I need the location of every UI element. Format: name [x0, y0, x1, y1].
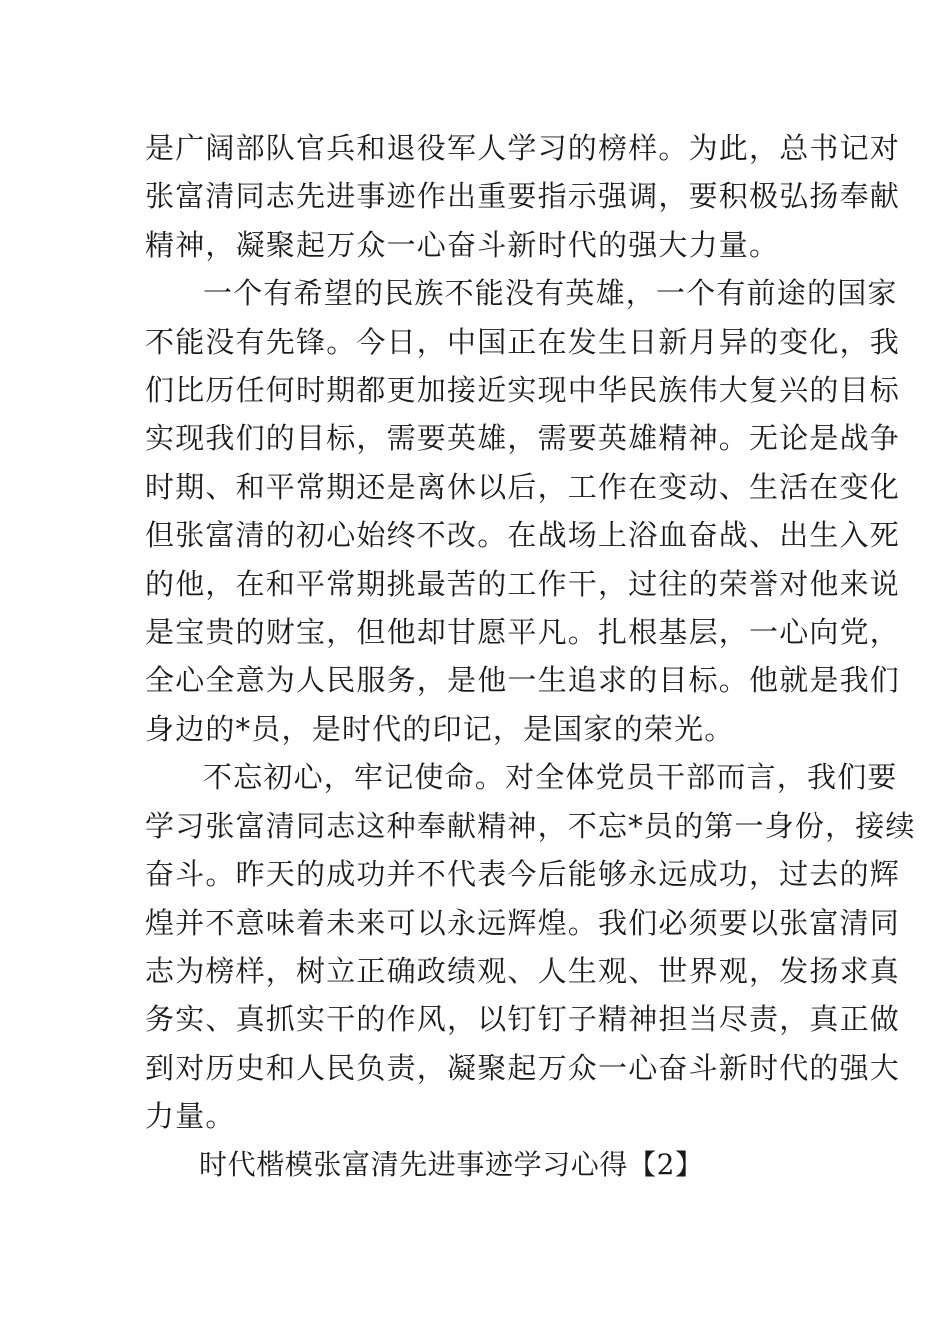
document-body	[145, 124, 916, 1141]
text-line: 一个有希望的民族不能没有英雄，一个有前途的国家	[203, 276, 898, 311]
text-line: 力量。	[145, 1099, 236, 1134]
text-line: 奋斗。昨天的成功并不代表今后能够永远成功，过去的辉	[145, 857, 901, 892]
text-line: 煌并不意味着未来可以永远辉煌。我们必须要以张富清同	[145, 905, 901, 940]
paragraph	[145, 269, 901, 753]
text-line: 但张富清的初心始终不改。在战场上浴血奋战、出生入死	[145, 518, 901, 553]
text-line: 时期、和平常期还是离休以后，工作在变动、生活在变化	[145, 469, 901, 504]
document-page	[145, 124, 916, 1189]
text-line: 们比历任何时期都更加接近实现中华民族伟大复兴的目标	[145, 373, 901, 408]
paragraph	[145, 753, 916, 1140]
text-line: 精神，凝聚起万众一心奋斗新时代的强大力量。	[145, 227, 780, 262]
text-line: 学习张富清同志这种奉献精神，不忘*员的第一身份，接续	[145, 808, 916, 843]
text-line: 志为榜样，树立正确政绩观、人生观、世界观，发扬求真	[145, 953, 901, 988]
text-line: 张富清同志先进事迹作出重要指示强调，要积极弘扬奉献	[145, 179, 901, 214]
text-line: 务实、真抓实干的作风，以钉钉子精神担当尽责，真正做	[145, 1002, 901, 1037]
section-heading: 时代楷模张富清先进事迹学习心得【2】	[199, 1147, 704, 1181]
text-line: 是宝贵的财宝，但他却甘愿平凡。扎根基层，一心向党，	[145, 615, 901, 650]
paragraph	[145, 124, 901, 269]
text-line: 不忘初心，牢记使命。对全体党员干部而言，我们要	[203, 760, 898, 795]
text-line: 不能没有先锋。今日，中国正在发生日新月异的变化，我	[145, 324, 901, 359]
text-line: 是广阔部队官兵和退役军人学习的榜样。为此，总书记对	[145, 131, 901, 165]
text-line: 全心全意为人民服务，是他一生追求的目标。他就是我们	[145, 663, 901, 698]
text-line: 身边的*员，是时代的印记，是国家的荣光。	[145, 711, 735, 746]
text-line: 的他，在和平常期挑最苦的工作干，过往的荣誉对他来说	[145, 566, 901, 601]
text-line: 到对历史和人民负责，凝聚起万众一心奋斗新时代的强大	[145, 1050, 901, 1085]
text-line: 实现我们的目标，需要英雄，需要英雄精神。无论是战争	[145, 421, 901, 456]
